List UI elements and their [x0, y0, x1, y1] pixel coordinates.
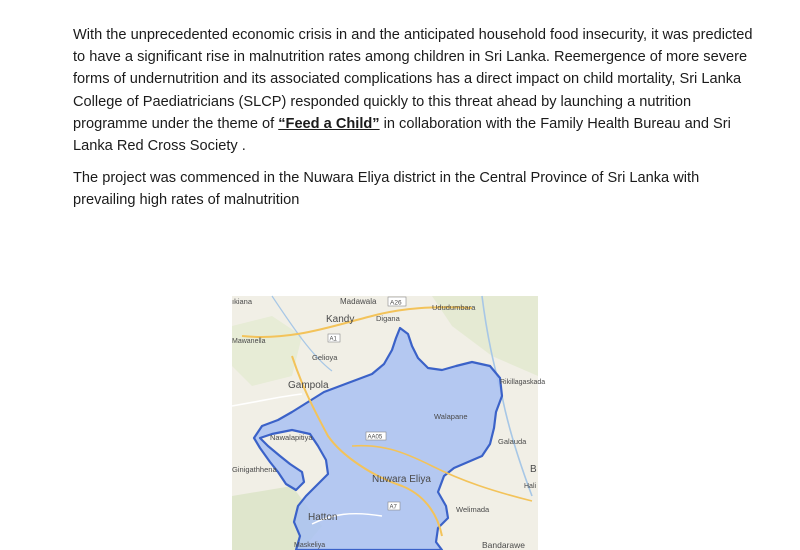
route-label-a1: A1 — [329, 336, 337, 343]
label-bandarawela: Bandarawe — [482, 540, 526, 550]
label-ukiana: ıkiana — [232, 297, 253, 306]
label-haliela: Hali — [524, 483, 537, 490]
label-gelioya: Gelioya — [312, 353, 338, 362]
body-text — [73, 24, 753, 222]
label-mawanella: Mawanella — [232, 338, 266, 345]
label-rikillagaskada: Rikillagaskada — [500, 379, 546, 386]
label-ududumbara: Ududumbara — [432, 303, 476, 312]
paragraph-intro — [73, 24, 753, 157]
label-welimada: Welimada — [456, 505, 490, 514]
label-digana: Digana — [376, 314, 400, 323]
label-gampola: Gampola — [288, 380, 329, 391]
district-map — [232, 296, 546, 550]
route-label-a7: A7 — [389, 504, 397, 511]
route-shield-a7 — [388, 502, 400, 511]
route-label-aa05: AA05 — [367, 434, 383, 441]
district-map-svg — [232, 296, 546, 550]
route-shield-aa05 — [366, 432, 386, 441]
label-galauda: Galauda — [498, 437, 527, 446]
label-ginigathhena: Ginigathhena — [232, 465, 277, 474]
label-kandy: Kandy — [326, 314, 355, 325]
route-shield-a26 — [388, 297, 406, 307]
route-label-a26: A26 — [390, 299, 402, 307]
feed-a-child-highlight: “Feed a Child” — [278, 115, 380, 132]
label-nuwara-eliya: Nuwara Eliya — [372, 474, 431, 485]
route-shield-a1 — [328, 334, 340, 343]
label-maskeliya: Maskeliya — [294, 542, 326, 549]
paragraph-intro-text-end: in collaboration with the Family Health Bureau and Sri Lanka Red Cross Society . — [73, 115, 731, 155]
label-madawala: Madawala — [340, 297, 377, 306]
label-nawalapitiya: Nawalapitiya — [270, 433, 313, 442]
label-walapane: Walapane — [434, 412, 468, 421]
label-hatton: Hatton — [308, 512, 338, 523]
paragraph-project: The project was commenced in the Nuwara Eliya district in the Central Province of Sri Lanka with prevailing high rates of malnutrition — [73, 170, 700, 209]
paragraph-intro-text: With the unprecedented economic crisis in and the anticipated household food insecurity, it was predicted to have a significant rise in malnutrition rates among children in Sri Lanka. Reemergence of more severe forms of undernutrition and its associated complications has a direct impact on child mortality, Sri Lanka College of Paediatricians (SLCP) responded quickly to this threat ahead by launching a nutrition programme under the theme of — [73, 27, 753, 132]
label-badulla: B — [530, 464, 537, 475]
